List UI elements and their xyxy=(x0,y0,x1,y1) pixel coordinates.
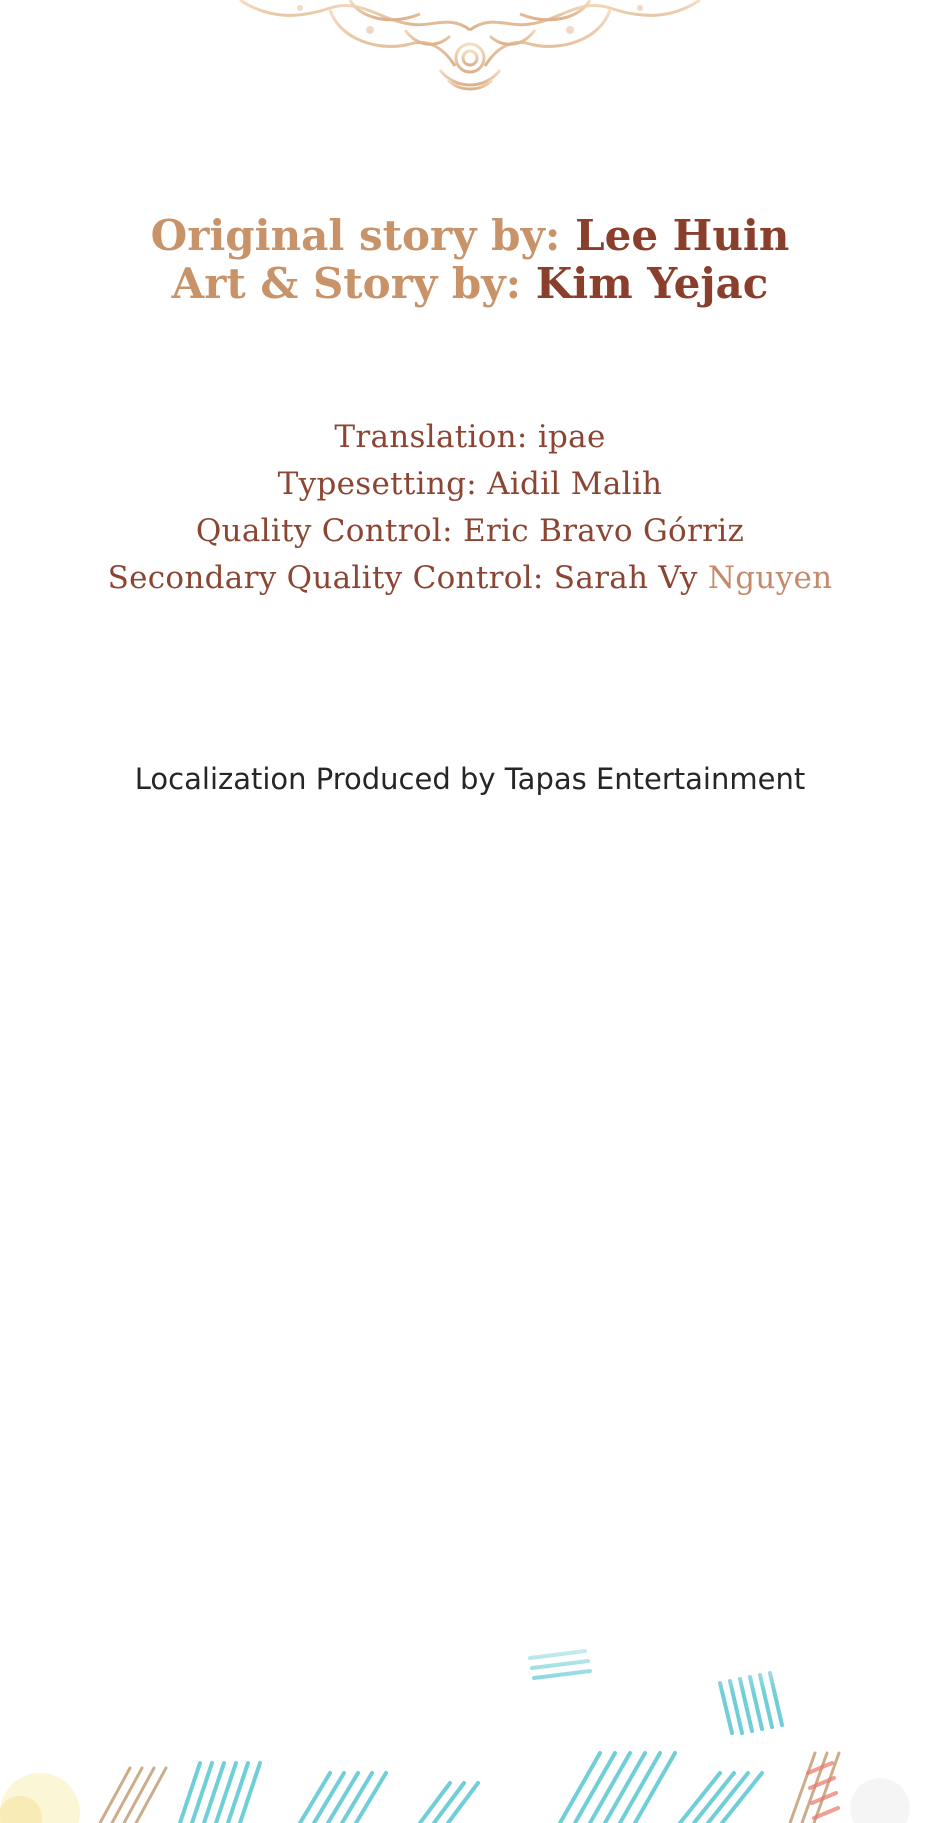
secondary-quality-control-credit xyxy=(0,555,940,602)
typesetting-label: Typesetting: xyxy=(277,466,477,502)
quality-control-name: Eric Bravo Górriz xyxy=(463,513,745,549)
typesetting-credit xyxy=(0,461,940,508)
staff-credits xyxy=(0,414,940,602)
translation-name: ipae xyxy=(537,419,606,455)
ornament-header-image xyxy=(0,0,940,95)
localization-producer-line: Localization Produced by Tapas Entertainment xyxy=(134,762,806,796)
quality-control-label: Quality Control: xyxy=(195,513,453,549)
secondary-quality-control-label: Secondary Quality Control: xyxy=(107,560,544,596)
brushstroke-footer-image xyxy=(0,1623,940,1823)
typesetting-name: Aidil Malih xyxy=(487,466,663,502)
translation-credit xyxy=(0,414,940,461)
art-story-label: Art & Story by: xyxy=(171,259,522,308)
original-story-credit xyxy=(0,212,940,260)
quality-control-credit xyxy=(0,508,940,555)
secondary-quality-control-name-end: Nguyen xyxy=(707,560,833,596)
translation-label: Translation: xyxy=(334,419,528,455)
art-story-name: Kim Yejac xyxy=(535,259,769,308)
original-story-name: Lee Huin xyxy=(575,211,790,260)
main-credits xyxy=(0,212,940,308)
art-story-credit xyxy=(0,260,940,308)
secondary-quality-control-name: Sarah Vy xyxy=(553,560,698,596)
original-story-label: Original story by: xyxy=(150,211,561,260)
